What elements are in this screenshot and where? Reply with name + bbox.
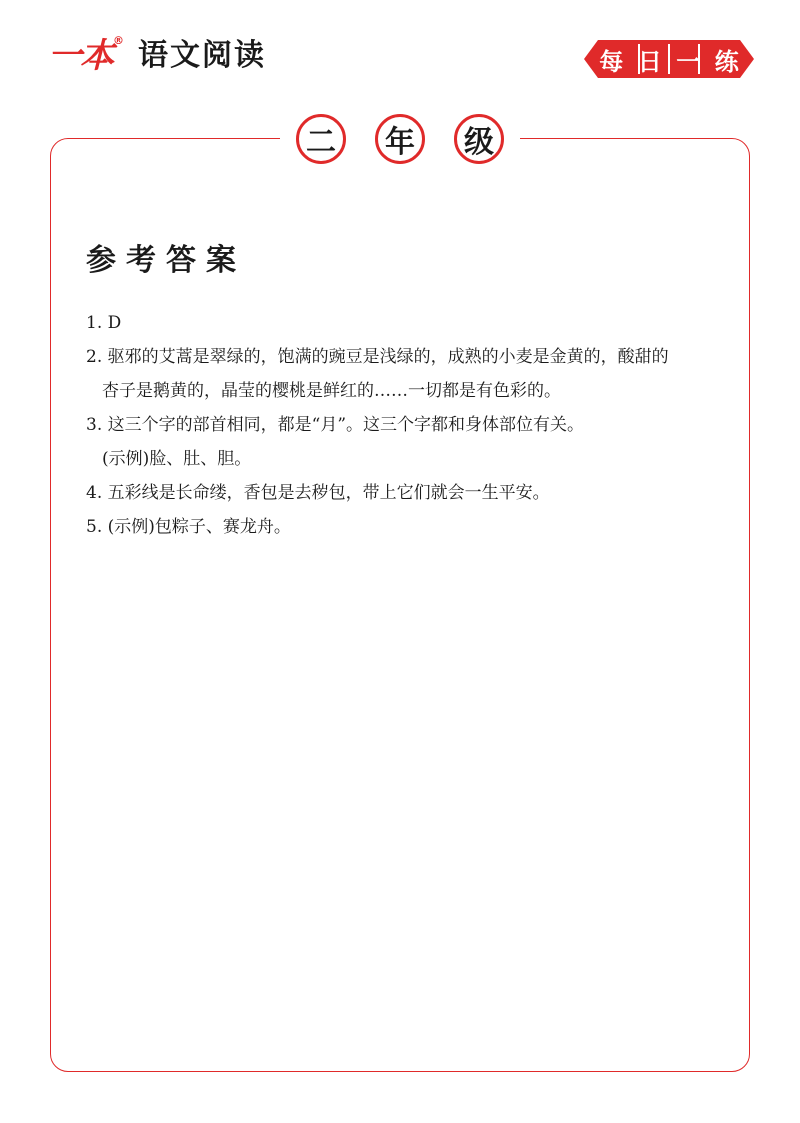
daily-char-4: 练 [714, 47, 739, 76]
answer-1: 1. D [86, 313, 122, 333]
answer-3-continued: (示例)脸、肚、胆。 [102, 449, 252, 469]
daily-badge-text [584, 40, 754, 78]
daily-char-1: 每 [599, 47, 624, 76]
daily-char-3: 一 [676, 47, 701, 76]
brand-logo-text: 一本 [48, 36, 112, 76]
grade-badge-3: 级 [454, 114, 504, 164]
answer-4: 4. 五彩线是长命缕，香包是去秽包，带上它们就会一生平安。 [86, 483, 550, 503]
content-frame [50, 138, 750, 1072]
answer-5: 5. (示例)包粽子、赛龙舟。 [86, 517, 291, 537]
answer-2: 2. 驱邪的艾蒿是翠绿的，饱满的豌豆是浅绿的，成熟的小麦是金黄的，酸甜的 [86, 347, 669, 367]
answer-3: 3. 这三个字的部首相同，都是“月”。这三个字都和身体部位有关。 [86, 415, 585, 435]
page-header [0, 0, 800, 100]
daily-char-2: 日 [637, 47, 662, 76]
brand [48, 34, 266, 78]
registered-mark: ® [113, 34, 124, 47]
brand-title: 语文阅读 [138, 38, 266, 73]
grade-badge-2: 年 [375, 114, 425, 164]
answer-list [86, 306, 726, 544]
section-title: 参考答案 [86, 243, 246, 278]
daily-practice-badge [584, 40, 754, 78]
answer-2-continued: 杏子是鹅黄的，晶莹的樱桃是鲜红的……一切都是有色彩的。 [102, 381, 561, 401]
brand-logo [48, 34, 124, 76]
grade-label [280, 110, 520, 168]
grade-badge-1: 二 [296, 114, 346, 164]
